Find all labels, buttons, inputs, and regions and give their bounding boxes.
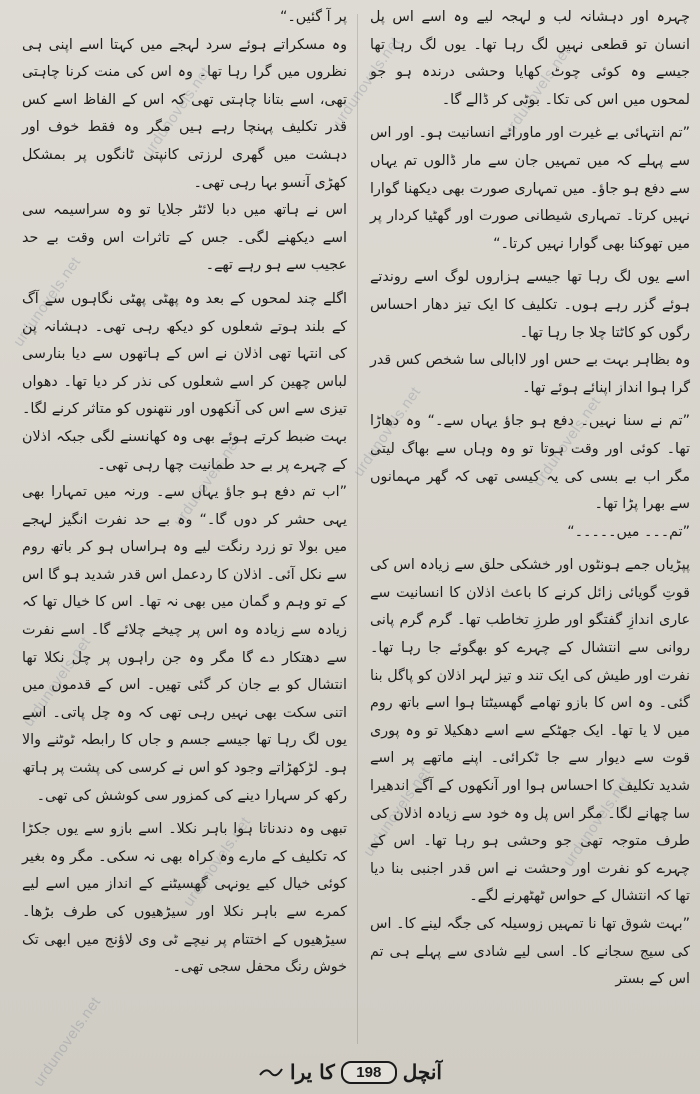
watermark: urdunovels.net <box>140 63 215 160</box>
paragraph: اسے یوں لگ رہا تھا جیسے ہزاروں لوگ اسے روندتے ہوئے گزر رہے ہوں۔ تکلیف کا ایک تیز دھار احساس رگوں کو کاٹتا چلا جا رہا تھا۔ <box>370 269 690 341</box>
flourish-icon <box>258 1065 284 1079</box>
right-text-column <box>370 4 690 994</box>
paragraph: ”اب تم دفع ہو جاؤ یہاں سے۔ ورنہ میں تمہارا بھی یہی حشر کر دوں گا۔“ وہ بے حد نفرت انگیز لہجے میں بولا تو زرد رنگت لیے وہ ہراساں ہو کر باتھ روم سے نکل آئی۔ اذلان کا ردعمل اس قدر شدید ہو گا اس کے تو وہم و گمان میں بھی نہ تھا۔ اس کا خیال تھا کہ زیادہ سے زیادہ وہ اس پر چیخے چلائے گا۔ اسے نفرت سے دھتکار دے گا مگر وہ جن راہوں پر چل نکلا تھا انتشال کو بے جان کر گئی تھیں۔ اس کے قدموں میں اتنی سکت بھی نہیں رہی تھی کہ وہ چل پاتی۔ اسے یوں لگ رہا تھا جیسے جسم و جاں کا رابطہ ٹوٹنے والا ہو۔ لڑکھڑاتے وجود کو اس نے کرسی کی پشت پر ہاتھ رکھ کر سہارا دینے کی کمزور سی کوشش کی تھی۔ <box>22 484 347 804</box>
watermark: urdunovels.net <box>360 763 435 860</box>
paragraph: ”تم انتہائی بے غیرت اور ماورائے انسانیت ہو۔ اور اس سے پہلے کہ میں تمہیں جان سے مار ڈالوں تم یہاں سے دفع ہو جاؤ۔ میں تمہاری صورت بھی دیکھنا گوارا نہیں کرتا۔ تمہاری شیطانی صورت اور گھٹیا کردار پر میں تھوکنا بھی گوارا نہیں کرتا۔“ <box>370 125 690 252</box>
watermark: urdunovels.net <box>30 993 105 1090</box>
watermark: urdunovels.net <box>20 633 95 730</box>
watermark: urdunovels.net <box>170 433 245 530</box>
paragraph: ”تم۔۔۔ میں۔۔۔۔۔“ <box>567 523 690 540</box>
watermark: urdunovels.net <box>10 253 85 350</box>
watermark: urdunovels.net <box>560 773 635 870</box>
magazine-logo <box>258 1060 442 1084</box>
page-footer <box>0 1054 700 1090</box>
watermark: urdunovels.net <box>530 393 605 490</box>
paragraph: پر آ گئیں۔“ <box>279 9 347 25</box>
paragraph: ”تم نے سنا نہیں۔ دفع ہو جاؤ یہاں سے۔“ وہ دھاڑا تھا۔ کوئی اور وقت ہوتا تو وہ وہاں سے بھاگ لیتی مگر اب بے بسی کی یہ کیسی تھی کہ گھر مہمانوں سے بھرا پڑا تھا۔ <box>370 413 690 513</box>
watermark: urdunovels.net <box>500 43 575 140</box>
column-divider <box>357 14 358 1044</box>
paragraph: وہ مسکراتے ہوئے سرد لہجے میں کہتا اسے اپنی ہی نظروں میں گرا رہا تھا۔ وہ اس کی منت کرنا چاہتی تھی، اسے بتانا چاہتی تھی کہ اس کے الفاظ اسے کس قدر تکلیف پہنچا رہے ہیں مگر وہ فقط خوف اور دہشت میں گھری لرزتی کانپتی ٹانگوں پر بمشکل کھڑی آنسو بہا رہی تھی۔ <box>22 36 347 191</box>
watermark: urdunovels.net <box>330 33 405 130</box>
paragraph: اس نے ہاتھ میں دبا لائٹر جلایا تو وہ سراسیمہ سی اسے دیکھنے لگی۔ جس کے تاثرات اس وقت بے حد عجیب سے ہو رہے تھے۔ <box>22 202 347 274</box>
watermark: urdunovels.net <box>350 383 425 480</box>
paragraph: تبھی وہ دندناتا ہوا باہر نکلا۔ اسے بازو سے یوں جکڑا کہ تکلیف کے مارے وہ کراہ بھی نہ سکی۔ مگر وہ بغیر کوئی خیال کیے یونہی گھسیٹنے کے انداز میں اسے لیے کمرے سے باہر نکلا اور سیڑھیوں کی طرف بڑھا۔ سیڑھیوں کے اختتام پر نیچے ٹی وی لاؤنج میں ابھی تک خوش رنگ محفل سجی تھی۔ <box>22 821 347 976</box>
paragraph: ”بہت شوق تھا نا تمہیں زوسیلہ کی جگہ لینے کا۔ اس کی سیج سجانے کا۔ اسی لیے شادی سے پہلے ہی تم اس کے بستر <box>370 916 690 988</box>
magazine-suffix: کا یرا <box>290 1060 335 1084</box>
page-number: 198 <box>341 1061 397 1084</box>
left-text-column <box>22 4 347 982</box>
paragraph: پپڑیاں جمے ہونٹوں اور خشکی حلق سے زیادہ اس کی قوتِ گویائی زائل کرنے کا باعث اذلان کا انسانیت سے عاری اندازِ گفتگو اور طرزِ تخاطب تھا۔ گرم گرم پانی روانی سے انتشال کے چہرے کو بھگوئے جا رہا تھا۔ نفرت اور طیش کی ایک تند و تیز لہر اذلان کو پاگل بنا گئی۔ وہ اس کا بازو تھامے گھسیٹتا ہوا اسے باتھ روم میں لا یا تھا۔ ایک جھٹکے سے اسے دھکیلا تو وہ پوری قوت سے دیوار سے جا ٹکرائی۔ اپنے ماتھے پر اسے شدید تکلیف کا احساس ہوا اور آنکھوں کے آگے اندھیرا سا چھانے لگا۔ مگر اس پل وہ خود سے زیادہ اذلان کی طرف متوجہ تھی جو وحشی ہو رہا تھا۔ اس کے چہرے کو نفرت اور وحشت نے اس قدر اجنبی بنا دیا تھا کہ انتشال کے حواس ٹھٹھرنے لگے۔ <box>370 557 690 905</box>
paragraph: وہ بظاہر بہت بے حس اور لاابالی سا شخص کس قدر گرا ہوا انداز اپنائے ہوئے تھا۔ <box>370 352 690 396</box>
paragraph: چہرہ اور دہشانہ لب و لہجہ لیے وہ اسے اس پل انسان تو قطعی نہیں لگ رہا تھا۔ یوں لگ رہا تھا جیسے وہ کوئی چوٹ کھایا وحشی درندہ ہو جو لمحوں میں اس کی تکا۔ بوٹی کر ڈالے گا۔ <box>370 9 690 108</box>
magazine-name: آنچل <box>402 1060 442 1084</box>
paragraph: اگلے چند لمحوں کے بعد وہ پھٹی پھٹی نگاہوں سے آگ کے بلند ہوتے شعلوں کو دیکھ رہی تھی۔ دہشانہ پن کی انتہا تھی اذلان نے اس کے ہاتھوں سے دیا بنارسی لباس چھین کر اسے شعلوں کی نذر کر دیا تھا۔ دھواں تیزی سے اس کی آنکھوں اور نتھنوں کو متاثر کرنے لگا۔ بہت ضبط کرتے ہوئے بھی وہ کھانسنے لگی جبکہ اذلان کے چہرے پر بے حد طمانیت چھا رہی تھی۔ <box>22 290 347 473</box>
watermark: urdunovels.net <box>180 813 255 910</box>
